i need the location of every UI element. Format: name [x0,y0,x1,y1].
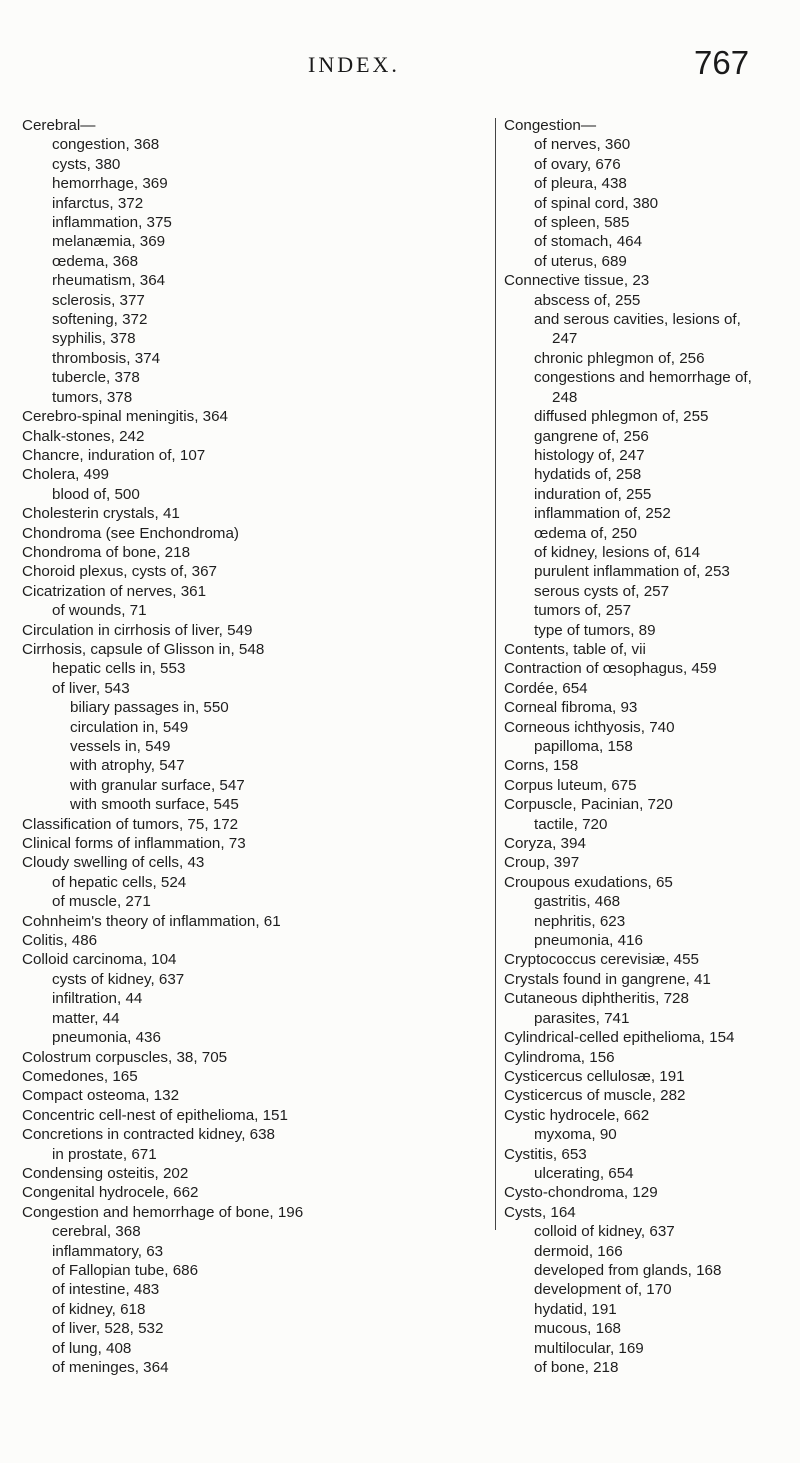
right-index-column [504,116,796,1377]
index-entry: Concretions in contracted kidney, 638 [22,1126,275,1144]
index-subentry: infarctus, 372 [52,194,144,212]
index-subentry: serous cysts of, 257 [534,582,670,600]
index-subentry: parasites, 741 [534,1009,630,1027]
index-subentry: of muscle, 271 [52,893,151,911]
index-entry: Corns, 158 [504,757,579,775]
index-subentry: syphilis, 378 [52,330,136,348]
index-subentry: type of tumors, 89 [534,621,656,639]
index-entry: Concentric cell-nest of epithelioma, 151 [22,1106,288,1124]
index-entry: Crystals found in gangrene, 41 [504,970,711,988]
index-entry: Cryptococcus cerevisiæ, 455 [504,951,699,969]
index-subentry: infiltration, 44 [52,990,143,1008]
index-entry: Cysticercus of muscle, 282 [504,1087,686,1105]
index-entry: Classification of tumors, 75, 172 [22,815,239,833]
index-subentry: hemorrhage, 369 [52,175,168,193]
index-subentry: of intestine, 483 [52,1281,160,1299]
index-subentry: of spinal cord, 380 [534,194,659,212]
index-subentry: histology of, 247 [534,446,645,464]
index-subentry: in prostate, 671 [52,1145,157,1163]
index-entry: Cirrhosis, capsule of Glisson in, 548 [22,640,265,658]
index-subentry: sclerosis, 377 [52,291,145,309]
index-subentry: œdema of, 250 [534,524,637,542]
index-entry: Colitis, 486 [22,932,98,950]
index-subentry: thrombosis, 374 [52,349,161,367]
index-subentry: hydatids of, 258 [534,466,642,484]
index-entry: Colostrum corpuscles, 38, 705 [22,1048,228,1066]
index-entry: Cicatrization of nerves, 361 [22,582,207,600]
index-subentry: biliary passages in, 550 [70,699,229,717]
index-subentry: œdema, 368 [52,252,139,270]
index-subentry: cysts of kidney, 637 [52,970,185,988]
index-entry: Colloid carcinoma, 104 [22,951,177,969]
index-subentry: circulation in, 549 [70,718,189,736]
index-entry: Cylindrical-celled epithelioma, 154 [504,1029,735,1047]
index-subentry: softening, 372 [52,311,148,329]
index-entry: Cholera, 499 [22,466,109,484]
index-entry: Compact osteoma, 132 [22,1087,180,1105]
index-entry: Circulation in cirrhosis of liver, 549 [22,621,253,639]
index-subentry: vessels in, 549 [70,738,171,755]
index-entry: Cerebro-spinal meningitis, 364 [22,408,228,426]
index-entry: Cholesterin crystals, 41 [22,505,180,523]
index-subentry: induration of, 255 [534,485,652,503]
index-subentry: myxoma, 90 [534,1126,617,1144]
index-subentry: nephritis, 623 [534,912,626,930]
index-entry: Cysticercus cellulosæ, 191 [504,1067,685,1085]
index-entry: Corneous ichthyosis, 740 [504,718,675,736]
index-entry: Cordée, 654 [504,679,588,697]
index-subentry: melanæmia, 369 [52,233,166,251]
index-subentry: inflammation of, 252 [534,505,671,523]
index-entry: Cerebral— [22,117,96,134]
index-entry: Congestion and hemorrhage of bone, 196 [22,1203,304,1221]
page-header [0,8,800,118]
index-entry: Cohnheim's theory of inflammation, 61 [22,912,281,930]
index-entry: Cylindroma, 156 [504,1048,615,1066]
index-subentry: tumors, 378 [52,388,133,406]
index-subentry: of ovary, 676 [534,155,621,173]
index-entry: Connective tissue, 23 [504,272,650,290]
index-entry: Coryza, 394 [504,835,586,853]
index-subentry: matter, 44 [52,1009,120,1027]
index-subentry: purulent inflammation of, 253 [534,563,730,581]
index-subentry: abscess of, 255 [534,291,641,309]
index-subentry: of nerves, 360 [534,136,631,154]
index-subentry: pneumonia, 436 [52,1029,161,1047]
index-subentry: of meninges, 364 [52,1359,169,1376]
index-entry: Corneal fibroma, 93 [504,699,638,717]
index-entry: Cysto-chondroma, 129 [504,1184,658,1202]
index-entry: Clinical forms of inflammation, 73 [22,835,246,853]
index-subentry: of bone, 218 [534,1359,619,1376]
index-subentry: developed from glands, 168 [534,1261,722,1279]
index-subentry: inflammation, 375 [52,214,172,232]
index-subentry: congestions and hemorrhage of, [534,369,752,387]
index-heading: INDEX. [308,52,400,77]
index-entry: Cystitis, 653 [504,1145,587,1163]
index-entry: Chancre, induration of, 107 [22,446,206,464]
column-divider [495,118,496,1230]
left-index-column [22,116,492,1377]
index-entry: Croup, 397 [504,854,580,872]
index-subentry: tumors of, 257 [534,602,632,620]
index-entry: Corpus luteum, 675 [504,776,637,794]
index-subentry: of liver, 543 [52,679,130,697]
index-subentry: pneumonia, 416 [534,932,643,950]
index-subentry: and serous cavities, lesions of, [534,311,741,329]
page-number: 767 [694,44,750,81]
index-entry: Cloudy swelling of cells, 43 [22,854,205,872]
index-entry: Congestion— [504,117,597,134]
index-subentry: gastritis, 468 [534,893,621,911]
index-subentry: of spleen, 585 [534,214,630,232]
index-subentry: diffused phlegmon of, 255 [534,408,709,426]
index-subentry: cysts, 380 [52,155,121,173]
index-entry: Corpuscle, Pacinian, 720 [504,796,673,814]
index-subentry: of pleura, 438 [534,175,627,193]
index-subentry: dermoid, 166 [534,1242,623,1260]
index-subentry: congestion, 368 [52,136,160,154]
index-entry: Cysts, 164 [504,1203,576,1221]
index-subentry: of uterus, 689 [534,252,627,270]
index-entry: Congenital hydrocele, 662 [22,1184,199,1202]
index-entry: Cutaneous diphtheritis, 728 [504,990,689,1008]
index-subentry: with atrophy, 547 [70,757,185,775]
index-entry: Chondroma of bone, 218 [22,543,191,561]
index-subentry: of hepatic cells, 524 [52,873,187,891]
index-subentry: blood of, 500 [52,485,140,503]
index-entry: Chalk-stones, 242 [22,427,145,445]
index-subentry: of wounds, 71 [52,602,147,620]
index-subentry: cerebral, 368 [52,1223,141,1241]
index-subentry: tubercle, 378 [52,369,140,387]
index-entry: Croupous exudations, 65 [504,873,673,891]
index-entry: Condensing osteitis, 202 [22,1164,189,1182]
index-subentry: of kidney, 618 [52,1300,146,1318]
index-subentry: colloid of kidney, 637 [534,1223,675,1241]
index-entry: Contraction of œsophagus, 459 [504,660,717,678]
index-subentry: mucous, 168 [534,1320,621,1338]
index-entry: Contents, table of, vii [504,640,646,658]
index-subentry: with smooth surface, 545 [70,796,239,814]
index-subentry-continuation: 248 [552,388,578,406]
index-subentry: gangrene of, 256 [534,427,649,445]
index-subentry: papilloma, 158 [534,738,633,755]
index-subentry: of kidney, lesions of, 614 [534,543,701,561]
index-subentry: with granular surface, 547 [70,776,245,794]
index-subentry: chronic phlegmon of, 256 [534,349,705,367]
index-subentry: multilocular, 169 [534,1339,644,1357]
index-subentry: of stomach, 464 [534,233,643,251]
index-subentry: development of, 170 [534,1281,672,1299]
index-entry: Choroid plexus, cysts of, 367 [22,563,218,581]
index-subentry: hydatid, 191 [534,1300,617,1318]
index-subentry: of liver, 528, 532 [52,1320,164,1338]
index-subentry: rheumatism, 364 [52,272,166,290]
index-subentry-continuation: 247 [552,330,578,348]
index-subentry: hepatic cells in, 553 [52,660,186,678]
index-subentry: of lung, 408 [52,1339,132,1357]
index-subentry: ulcerating, 654 [534,1164,634,1182]
index-entry: Cystic hydrocele, 662 [504,1106,650,1124]
index-entry: Comedones, 165 [22,1067,138,1085]
index-entry: Chondroma (see Enchondroma) [22,524,239,542]
index-subentry: tactile, 720 [534,815,608,833]
index-subentry: inflammatory, 63 [52,1242,164,1260]
index-subentry: of Fallopian tube, 686 [52,1261,199,1279]
